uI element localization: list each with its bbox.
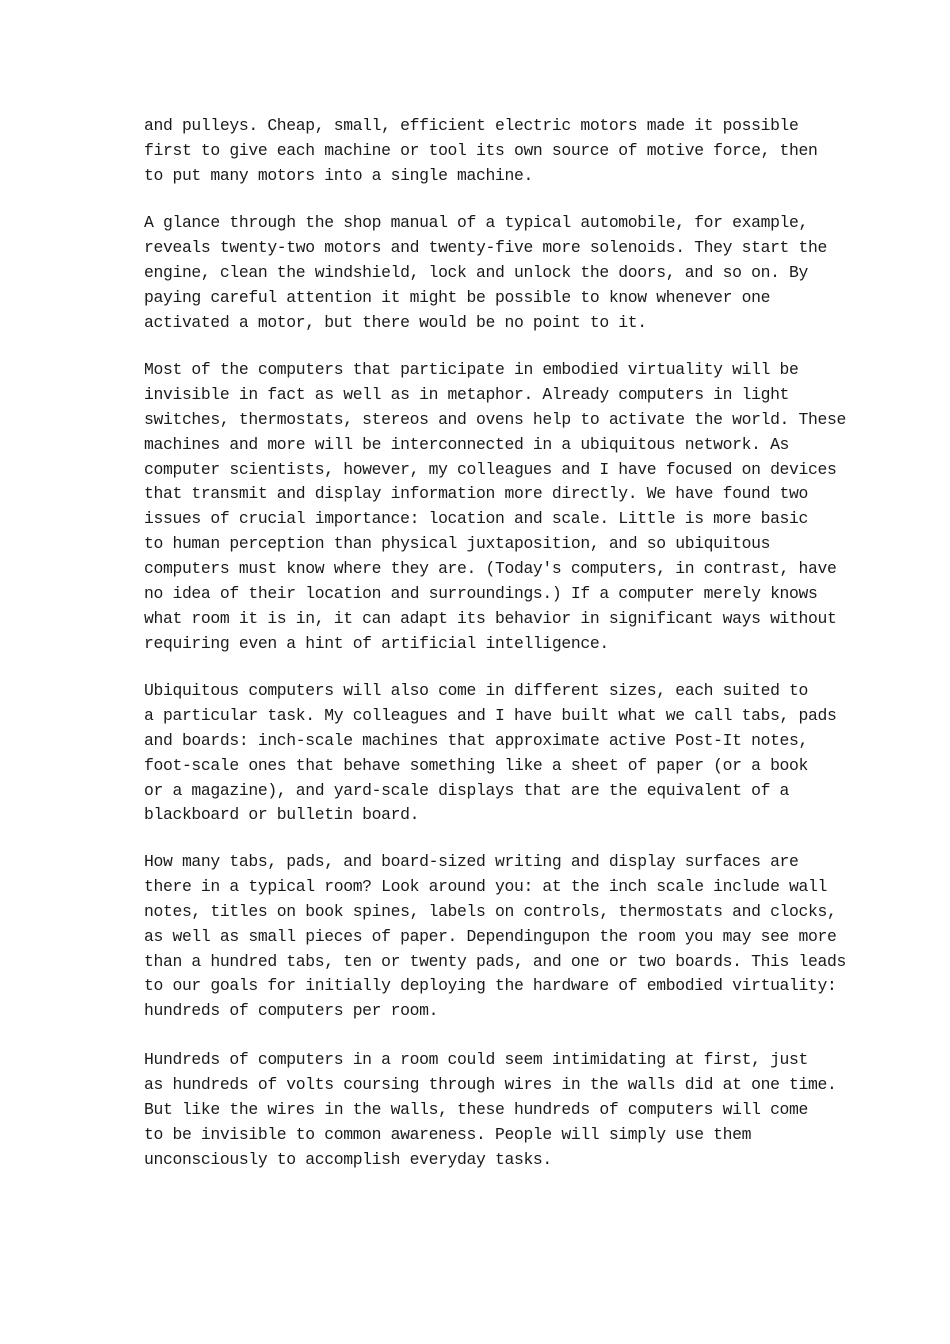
text-line: Hundreds of computers in a room could seem intimidating at first, just xyxy=(144,1050,809,1069)
text-line: Ubiquitous computers will also come in different sizes, each suited to xyxy=(144,681,809,700)
paragraph-hundreds xyxy=(144,1048,837,1172)
paragraph-motors-intro xyxy=(144,114,816,189)
text-line: Most of the computers that participate in embodied virtuality will be xyxy=(144,360,799,379)
text-line: as hundreds of volts coursing through wires in the walls did at one time. xyxy=(144,1074,837,1094)
text-line: there in a typical room? Look around you: at the inch scale include wall xyxy=(144,876,827,896)
paragraph-invisible-computers xyxy=(144,358,846,657)
text-line: reveals twenty-two motors and twenty-five more solenoids. They start the xyxy=(144,237,827,257)
text-line: or a magazine), and yard-scale displays that are the equivalent of a xyxy=(144,780,790,800)
text-line: engine, clean the windshield, lock and unlock the doors, and so on. By xyxy=(144,262,809,282)
text-line: activated a motor, but there would be no point to it. xyxy=(144,312,647,332)
text-line: and boards: inch-scale machines that approximate active Post-It notes, xyxy=(144,730,809,750)
text-line: computers must know where they are. (Today's computers, in contrast, have xyxy=(144,559,837,579)
text-line: invisible in fact as well as in metaphor. Already computers in light xyxy=(144,384,790,404)
text-line: machines and more will be interconnected in a ubiquitous network. As xyxy=(144,434,790,454)
text-line: computer scientists, however, my colleagues and I have focused on devices xyxy=(144,459,837,479)
text-line: to be invisible to common awareness. People will simply use them xyxy=(144,1124,752,1144)
text-line: what room it is in, it can adapt its behavior in significant ways without xyxy=(144,608,837,628)
paragraph-automobile xyxy=(144,211,827,335)
text-line: But like the wires in the walls, these hundreds of computers will come xyxy=(144,1099,809,1119)
text-line: to human perception than physical juxtaposition, and so ubiquitous xyxy=(144,534,771,554)
text-line: and pulleys. Cheap, small, efficient electric motors made it possible xyxy=(144,116,799,135)
text-line: as well as small pieces of paper. Dependingupon the room you may see more xyxy=(144,926,837,946)
text-line: than a hundred tabs, ten or twenty pads, and one or two boards. This leads xyxy=(144,951,846,971)
text-line: requiring even a hint of artificial intelligence. xyxy=(144,633,609,653)
paragraph-how-many xyxy=(144,850,846,1024)
text-line: A glance through the shop manual of a typical automobile, for example, xyxy=(144,213,809,232)
text-line: issues of crucial importance: location and scale. Little is more basic xyxy=(144,509,809,529)
text-line: hundreds of computers per room. xyxy=(144,1001,439,1021)
text-line: to put many motors into a single machine. xyxy=(144,165,533,185)
text-line: unconsciously to accomplish everyday tasks. xyxy=(144,1149,552,1169)
text-line: no idea of their location and surroundings.) If a computer merely knows xyxy=(144,584,818,604)
text-line: How many tabs, pads, and board-sized writing and display surfaces are xyxy=(144,852,799,871)
text-line: first to give each machine or tool its own source of motive force, then xyxy=(144,140,818,160)
text-line: paying careful attention it might be possible to know whenever one xyxy=(144,287,771,307)
text-line: notes, titles on book spines, labels on controls, thermostats and clocks, xyxy=(144,901,837,921)
text-line: switches, thermostats, stereos and ovens help to activate the world. These xyxy=(144,409,846,429)
text-line: a particular task. My colleagues and I have built what we call tabs, pads xyxy=(144,705,837,725)
text-line: to our goals for initially deploying the hardware of embodied virtuality: xyxy=(144,976,837,996)
text-line: that transmit and display information more directly. We have found two xyxy=(144,484,809,504)
paragraph-sizes xyxy=(144,679,837,828)
text-line: foot-scale ones that behave something like a sheet of paper (or a book xyxy=(144,755,809,775)
text-line: blackboard or bulletin board. xyxy=(144,805,420,825)
